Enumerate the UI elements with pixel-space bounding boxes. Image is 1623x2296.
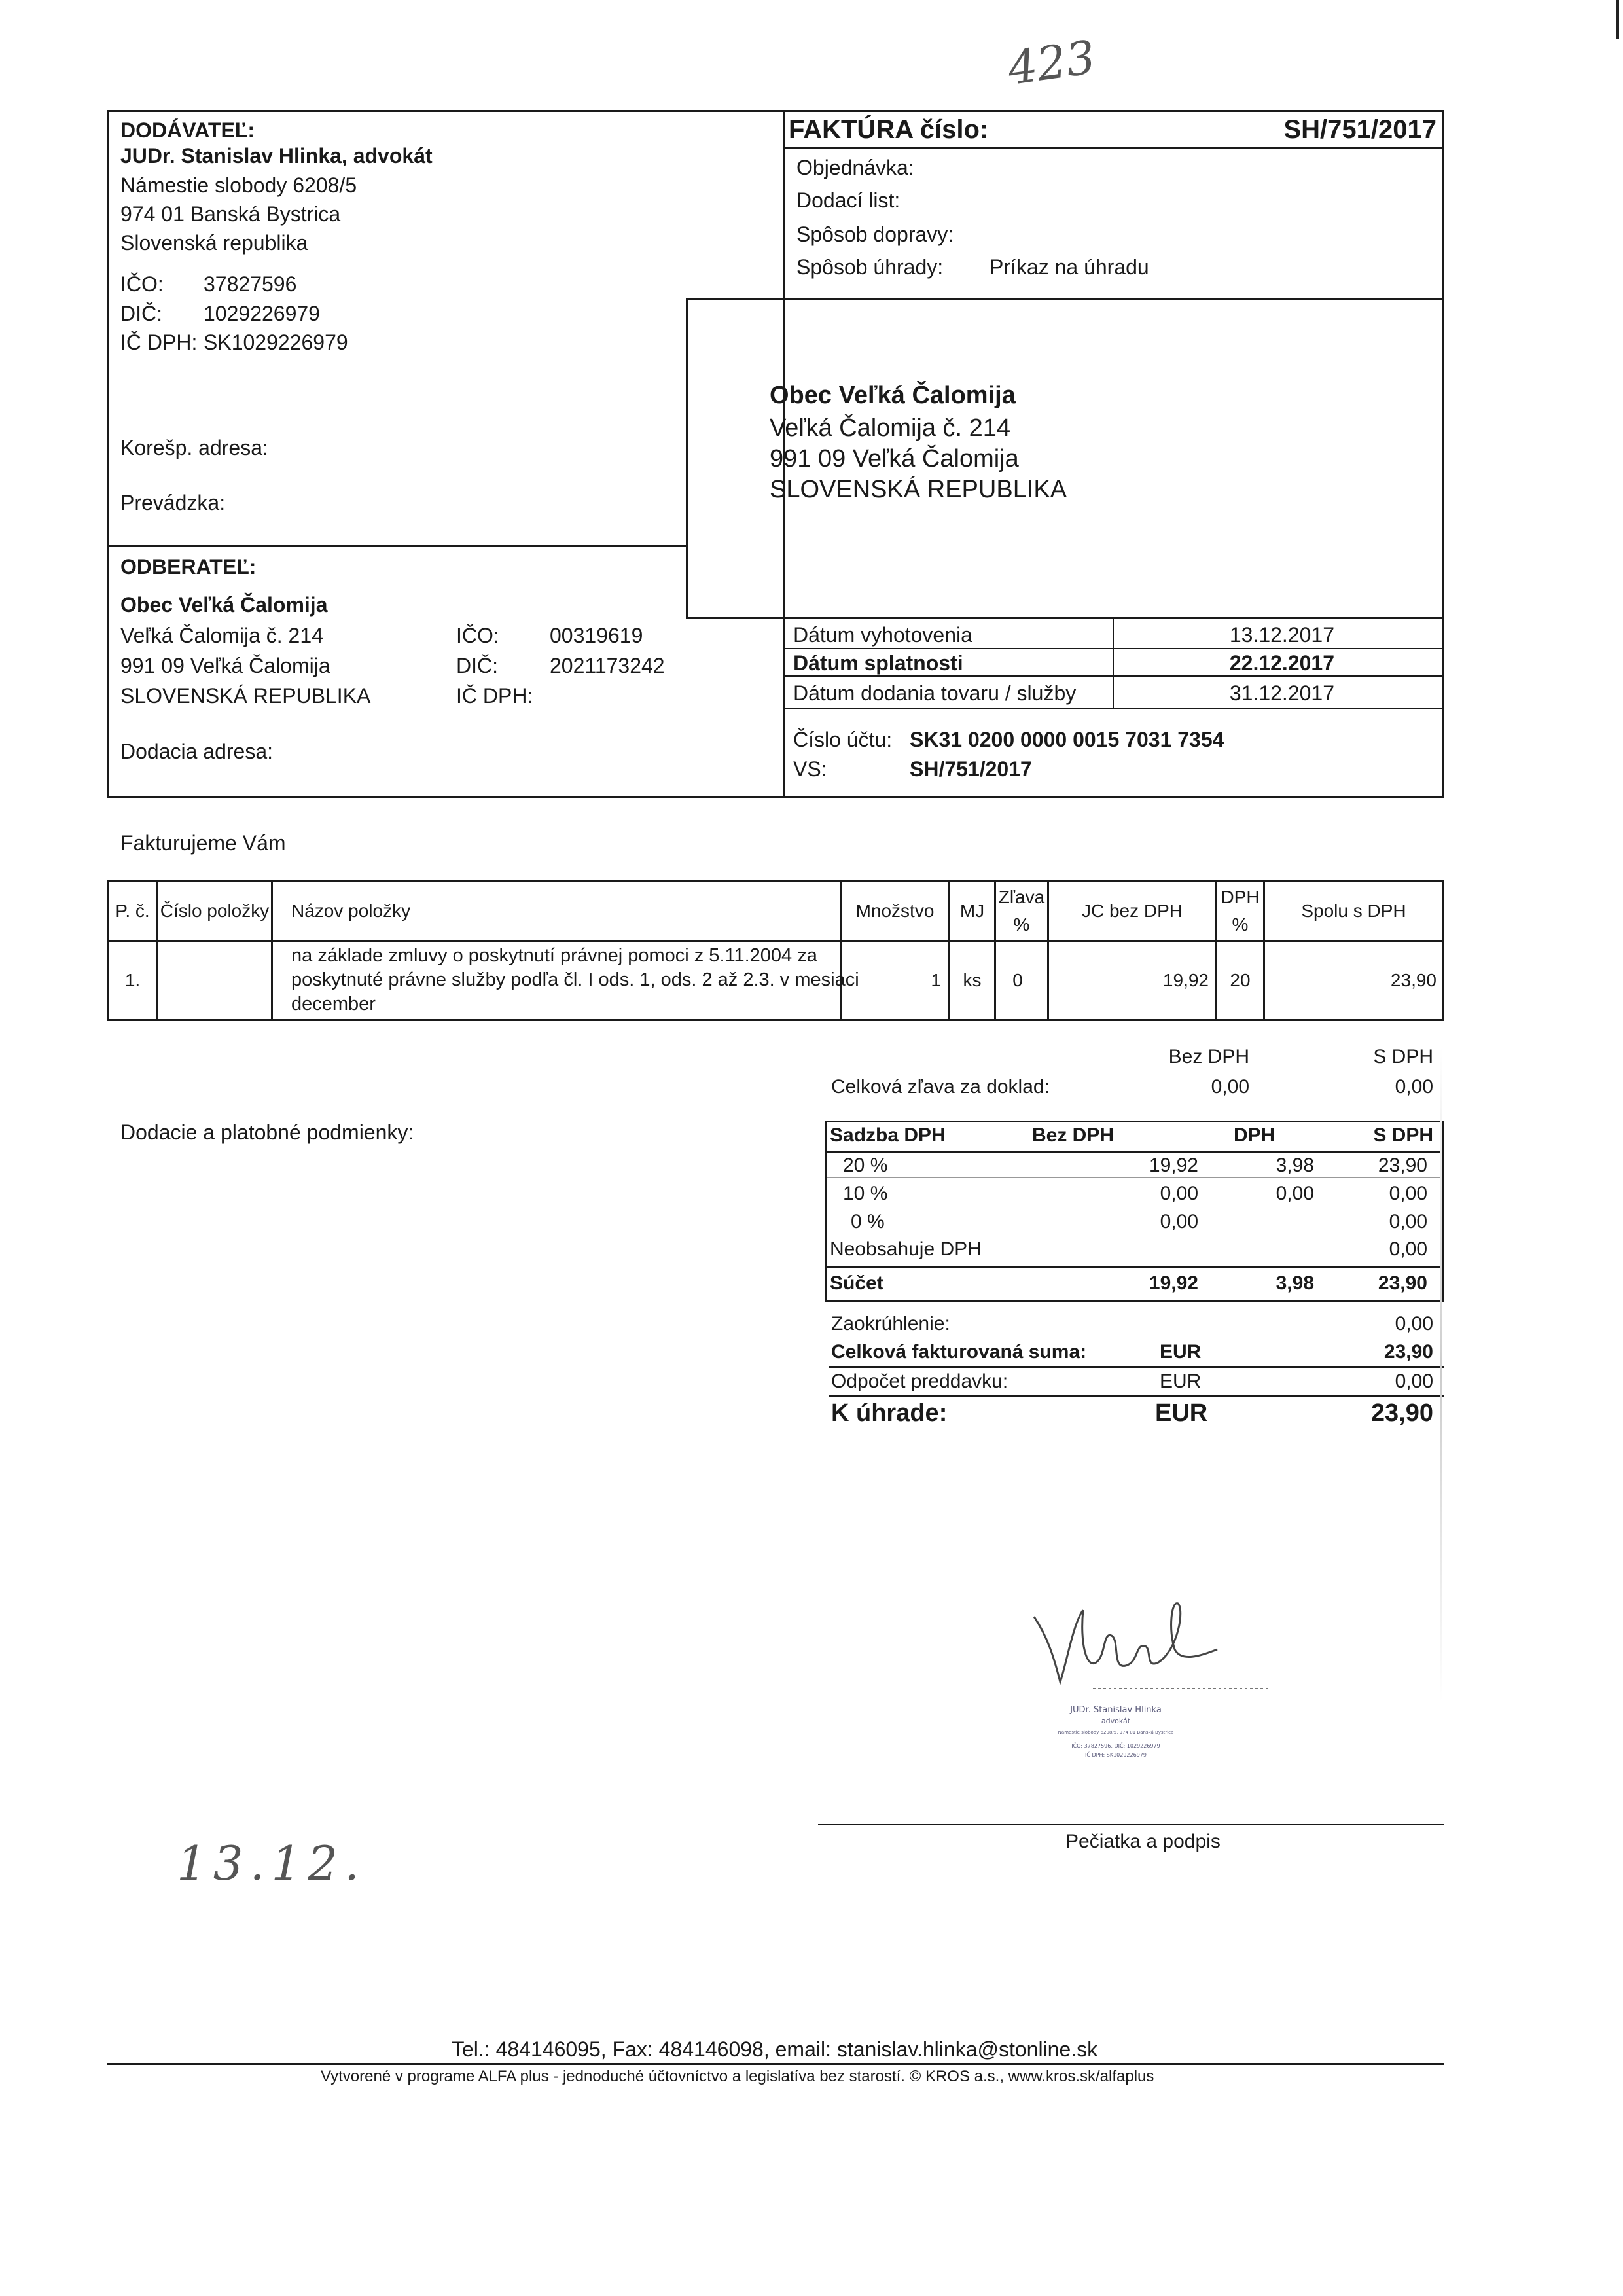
vat-base: 19,92 (1149, 1155, 1198, 1176)
header-zlava-unit: % (1013, 914, 1030, 935)
customer-dic: 2021173242 (550, 654, 665, 677)
supplier-ico: 37827596 (204, 272, 297, 296)
discount-label: Celková zľava za doklad: (831, 1076, 1050, 1098)
supplier-city: 974 01 Banská Bystrica (120, 202, 341, 226)
discount-bez-header: Bez DPH (1168, 1046, 1249, 1067)
customer-name: Obec Veľká Čalomija (120, 593, 328, 617)
vat-sum-amount: 3,98 (1275, 1272, 1314, 1294)
due-value: 23,90 (1370, 1399, 1433, 1427)
row-zlava: 0 (1012, 969, 1023, 990)
discount-s-value: 0,00 (1395, 1076, 1433, 1098)
stamp-line-1: JUDr. Stanislav Hlinka (1070, 1705, 1162, 1715)
date-issue-label: Dátum vyhotovenia (793, 623, 972, 647)
supplier-icdph: SK1029226979 (204, 331, 348, 354)
total-value: 23,90 (1383, 1341, 1433, 1363)
vat-row-20-underline (827, 1177, 1442, 1178)
invoice-info-bottom (686, 298, 1444, 300)
uhrada-value: Príkaz na úhradu (990, 255, 1149, 279)
conditions-label: Dodacie a platobné podmienky: (120, 1121, 414, 1144)
vat-sum-label: Súčet (830, 1272, 883, 1294)
vat-header-s: S DPH (1373, 1124, 1433, 1146)
recipient-city: 991 09 Veľká Čalomija (770, 445, 1019, 473)
vat-header-sadzba: Sadzba DPH (830, 1124, 946, 1146)
due-label: K úhrade: (831, 1399, 948, 1427)
supplier-heading: DODÁVATEĽ: (120, 118, 255, 142)
row-nazov (288, 942, 859, 1019)
intro-text: Fakturujeme Vám (120, 831, 286, 855)
vat-header-line (825, 1151, 1444, 1153)
header-zlava-label: Zľava (998, 886, 1045, 907)
vat-base: 0,00 (1160, 1211, 1198, 1232)
rounding-value: 0,00 (1395, 1313, 1433, 1335)
vat-rate: 10 % (843, 1183, 888, 1204)
koresp-label: Korešp. adresa: (120, 436, 268, 459)
supplier-dic: 1029226979 (204, 302, 320, 325)
dates-column-line (1113, 619, 1114, 708)
rounding-label: Zaokrúhlenie: (831, 1313, 950, 1335)
supplier-dic-label: DIČ: (120, 302, 162, 325)
header-dph (1217, 884, 1263, 939)
vat-amount: 3,98 (1275, 1155, 1314, 1176)
vat-header-bez: Bez DPH (1032, 1124, 1115, 1146)
dodacia-adresa-label: Dodacia adresa: (120, 740, 274, 763)
dodaci-list-label: Dodací list: (796, 188, 901, 212)
customer-heading: ODBERATEĽ: (120, 555, 257, 579)
supplier-icdph-label: IČ DPH: (120, 331, 198, 354)
invoice-title: FAKTÚRA číslo: (789, 115, 989, 144)
objednavka-label: Objednávka: (796, 156, 914, 179)
row-spolu: 23,90 (1390, 969, 1436, 990)
scan-edge-shadow (1440, 1047, 1442, 1702)
row-nazov-line-3: december (291, 994, 376, 1014)
stamp (1021, 1702, 1211, 1780)
header-mj: MJ (959, 900, 985, 921)
row-pc: 1. (124, 969, 141, 990)
footer-line (107, 2063, 1444, 2065)
supplier-name: JUDr. Stanislav Hlinka, advokát (120, 144, 433, 168)
vat-row-none (827, 1237, 1442, 1265)
stamp-line-2: advokát (1101, 1717, 1131, 1725)
total-underline (829, 1366, 1444, 1368)
date-delivery-label: Dátum dodania tovaru / služby (793, 681, 1077, 705)
customer-icdph-label: IČ DPH: (456, 684, 533, 708)
vat-rate: Neobsahuje DPH (830, 1238, 982, 1260)
dates-row-line-1 (783, 648, 1444, 649)
customer-country: SLOVENSKÁ REPUBLIKA (120, 684, 371, 708)
invoice-number: SH/751/2017 (1283, 115, 1436, 144)
header-cislo: Číslo položky (160, 900, 270, 921)
signature-line (818, 1824, 1444, 1825)
invoice-title-underline (783, 147, 1444, 149)
customer-city: 991 09 Veľká Čalomija (120, 654, 330, 677)
supplier-ico-label: IČO: (120, 272, 164, 296)
vat-row-0 (827, 1210, 1442, 1237)
advance-underline (829, 1395, 1444, 1397)
header-dph-unit: % (1232, 914, 1249, 935)
stamp-line-4: IČO: 37827596, DIČ: 1029226979 (1071, 1743, 1160, 1749)
dates-row-line-3 (783, 708, 1444, 709)
vat-sum-base: 19,92 (1149, 1272, 1198, 1294)
vat-row-10 (827, 1181, 1442, 1209)
row-jc: 19,92 (1162, 969, 1209, 990)
vs-label: VS: (793, 757, 827, 781)
recipient-name: Obec Veľká Čalomija (770, 382, 1016, 409)
supplier-street: Námestie slobody 6208/5 (120, 173, 357, 197)
date-delivery: 31.12.2017 (1229, 681, 1334, 705)
vat-sum-line (825, 1266, 1444, 1268)
customer-ico-label: IČO: (456, 624, 499, 647)
vat-total: 0,00 (1389, 1211, 1427, 1232)
address-box-left-border (686, 298, 688, 619)
advance-currency: EUR (1160, 1371, 1202, 1392)
header-pc: P. č. (115, 900, 150, 921)
uhrada-label: Spôsob úhrady: (796, 255, 944, 279)
row-dph: 20 (1230, 969, 1251, 990)
discount-bez-value: 0,00 (1211, 1076, 1249, 1098)
doprava-label: Spôsob dopravy: (796, 223, 954, 246)
row-nazov-line-1: na základe zmluvy o poskytnutí právnej pomoci z 5.11.2004 za (291, 945, 817, 966)
vat-rate: 0 % (851, 1211, 885, 1232)
footer-software: Vytvorené v programe ALFA plus - jednoduché účtovníctvo a legislatíva bez starostí. © KROS a.s., www.kros.sk/alfaplus (321, 2068, 1154, 2085)
row-mnozstvo: 1 (931, 969, 941, 990)
footer-contact: Tel.: 484146095, Fax: 484146098, email: stanislav.hlinka@stonline.sk (452, 2037, 1098, 2061)
date-issue: 13.12.2017 (1229, 623, 1334, 647)
handwritten-number: 423 (1004, 30, 1099, 96)
vat-amount: 0,00 (1275, 1183, 1314, 1204)
header-jc: JC bez DPH (1081, 900, 1183, 921)
header-zlava (996, 884, 1047, 939)
advance-label: Odpočet preddavku: (831, 1371, 1008, 1392)
vat-sum-row (827, 1268, 1442, 1300)
due-currency: EUR (1155, 1399, 1208, 1427)
vat-sum-total: 23,90 (1378, 1272, 1427, 1294)
total-label: Celková fakturovaná suma: (831, 1341, 1087, 1363)
header-dph-label: DPH (1221, 886, 1260, 907)
row-mj: ks (963, 969, 982, 990)
table-row (107, 942, 1444, 1019)
scan-edge-line (1616, 0, 1619, 39)
recipient-country: SLOVENSKÁ REPUBLIKA (770, 476, 1067, 503)
vat-total: 0,00 (1389, 1183, 1427, 1204)
stamp-line-5: IČ DPH: SK1029226979 (1085, 1752, 1147, 1758)
row-nazov-line-2: poskytnuté právne služby podľa čl. I ods. 1, ods. 2 až 2.3. v mesiaci (291, 969, 859, 990)
discount-s-header: S DPH (1373, 1046, 1433, 1067)
vat-total: 23,90 (1378, 1155, 1427, 1176)
header-mnozstvo: Množstvo (855, 900, 935, 921)
signature-image (1021, 1584, 1283, 1702)
address-box-bottom (686, 617, 1444, 619)
vat-header-dph: DPH (1234, 1124, 1275, 1146)
customer-dic-label: DIČ: (456, 654, 498, 677)
header-spolu: Spolu s DPH (1301, 900, 1406, 921)
account-label: Číslo účtu: (793, 728, 893, 751)
date-due-label: Dátum splatnosti (793, 651, 963, 675)
supplier-country: Slovenská republika (120, 231, 308, 255)
customer-ico: 00319619 (550, 624, 643, 647)
stamp-line-3: Námestie slobody 6208/5, 974 01 Banská Bystrica (1058, 1730, 1174, 1735)
vat-base: 0,00 (1160, 1183, 1198, 1204)
header-nazov: Názov položky (291, 900, 411, 921)
vat-total: 0,00 (1389, 1238, 1427, 1260)
customer-street: Veľká Čalomija č. 214 (120, 624, 323, 647)
total-currency: EUR (1160, 1341, 1202, 1363)
dates-row-line-2 (783, 675, 1444, 677)
account-number: SK31 0200 0000 0015 7031 7354 (910, 728, 1224, 751)
handwritten-date: 13.12. (177, 1836, 366, 1891)
recipient-street: Veľká Čalomija č. 214 (770, 414, 1011, 442)
date-due: 22.12.2017 (1229, 651, 1334, 675)
advance-value: 0,00 (1395, 1371, 1433, 1392)
vs-number: SH/751/2017 (910, 757, 1032, 781)
supplier-divider (107, 545, 687, 547)
prevadzka-label: Prevádzka: (120, 491, 226, 514)
signature-label: Pečiatka a podpis (1065, 1831, 1221, 1852)
vat-rate: 20 % (843, 1155, 888, 1176)
